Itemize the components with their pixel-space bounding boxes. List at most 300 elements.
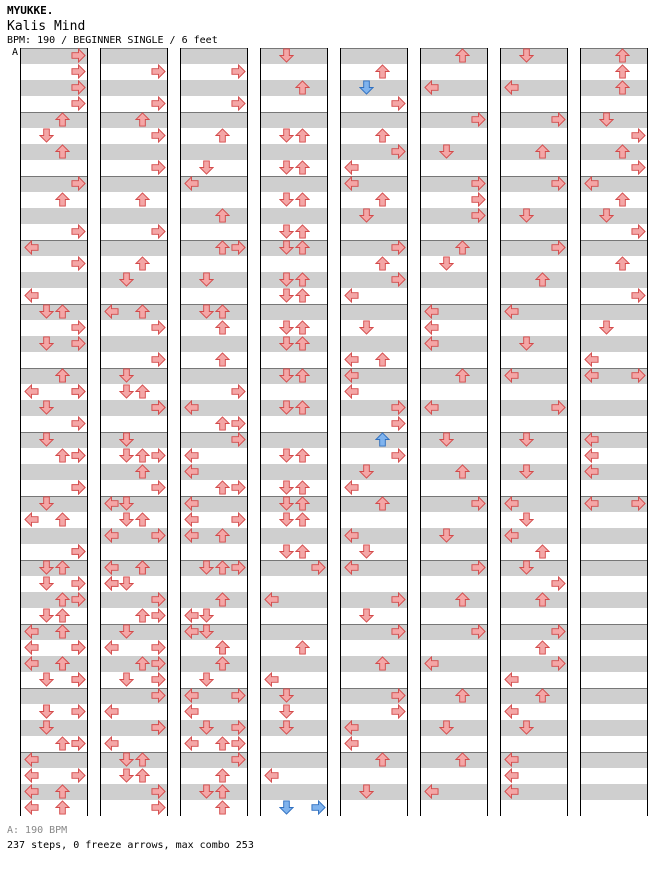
step-arrow-down <box>199 272 214 287</box>
step-arrow-left <box>104 576 119 591</box>
measure-line <box>501 560 567 561</box>
beat-stripe <box>21 272 87 288</box>
freeze-arrow-up <box>375 432 390 447</box>
beat-stripe <box>581 80 647 96</box>
step-arrow-down <box>39 672 54 687</box>
step-arrow-left <box>24 624 39 639</box>
beat-stripe <box>261 400 327 416</box>
measure-line <box>501 432 567 433</box>
step-arrow-left <box>24 512 39 527</box>
step-arrow-down <box>199 784 214 799</box>
step-arrow-left <box>344 560 359 575</box>
beat-stripe <box>421 720 487 736</box>
step-arrow-up <box>55 736 70 751</box>
step-arrow-left <box>264 768 279 783</box>
step-arrow-right <box>71 384 86 399</box>
step-arrow-right <box>631 160 646 175</box>
beat-stripe <box>21 528 87 544</box>
beat-stripe <box>501 592 567 608</box>
chart-info: BPM: 190 / BEGINNER SINGLE / 6 feet <box>7 35 218 46</box>
step-arrow-left <box>584 432 599 447</box>
measure-line <box>341 496 407 497</box>
beat-stripe <box>581 784 647 800</box>
step-arrow-up <box>55 368 70 383</box>
beat-stripe <box>581 656 647 672</box>
step-arrow-right <box>231 240 246 255</box>
step-arrow-left <box>104 496 119 511</box>
step-arrow-right <box>391 592 406 607</box>
beat-stripe <box>101 144 167 160</box>
step-arrow-right <box>551 576 566 591</box>
step-arrow-right <box>151 784 166 799</box>
step-arrow-down <box>199 720 214 735</box>
step-arrow-down <box>119 448 134 463</box>
step-arrow-down <box>39 560 54 575</box>
step-arrow-left <box>184 528 199 543</box>
beat-stripe <box>261 752 327 768</box>
step-arrow-up <box>55 112 70 127</box>
step-arrow-right <box>71 320 86 335</box>
step-arrow-left <box>264 672 279 687</box>
measure-line <box>581 560 647 561</box>
step-arrow-left <box>104 640 119 655</box>
step-arrow-down <box>599 208 614 223</box>
step-arrow-down <box>519 336 534 351</box>
step-arrow-down <box>279 336 294 351</box>
step-arrow-up <box>55 304 70 319</box>
step-arrow-right <box>71 704 86 719</box>
measure-line <box>501 688 567 689</box>
beat-stripe <box>581 208 647 224</box>
step-arrow-right <box>391 144 406 159</box>
beat-stripe <box>101 112 167 128</box>
step-arrow-up <box>215 480 230 495</box>
step-arrow-down <box>359 320 374 335</box>
step-arrow-down <box>199 672 214 687</box>
step-arrow-down <box>519 432 534 447</box>
step-arrow-right <box>71 336 86 351</box>
step-arrow-up <box>295 400 310 415</box>
beat-stripe <box>21 688 87 704</box>
beat-stripe <box>581 400 647 416</box>
step-arrow-left <box>584 496 599 511</box>
step-arrow-left <box>24 784 39 799</box>
step-arrow-right <box>231 512 246 527</box>
beat-stripe <box>181 336 247 352</box>
beat-stripe <box>341 208 407 224</box>
step-arrow-right <box>471 192 486 207</box>
step-arrow-left <box>504 672 519 687</box>
beat-stripe <box>101 336 167 352</box>
step-arrow-down <box>439 720 454 735</box>
measure-line <box>261 112 327 113</box>
measure-line <box>341 112 407 113</box>
beat-stripe <box>261 464 327 480</box>
step-arrow-down <box>279 48 294 63</box>
beat-stripe <box>341 112 407 128</box>
beat-stripe <box>181 112 247 128</box>
step-arrow-right <box>71 736 86 751</box>
step-arrow-left <box>504 368 519 383</box>
step-arrow-down <box>519 48 534 63</box>
step-arrow-left <box>584 176 599 191</box>
measure-line <box>421 48 487 49</box>
step-arrow-right <box>551 112 566 127</box>
beat-stripe <box>181 48 247 64</box>
step-arrow-up <box>375 656 390 671</box>
beat-stripe <box>341 496 407 512</box>
beat-stripe <box>261 80 327 96</box>
step-arrow-left <box>184 736 199 751</box>
bpm-footer: A: 190 BPM <box>7 825 68 836</box>
step-arrow-right <box>151 672 166 687</box>
step-arrow-up <box>55 592 70 607</box>
step-arrow-right <box>231 64 246 79</box>
step-arrow-down <box>599 320 614 335</box>
beat-stripe <box>501 144 567 160</box>
step-arrow-up <box>295 336 310 351</box>
step-arrow-up <box>135 752 150 767</box>
step-arrow-up <box>55 784 70 799</box>
step-arrow-left <box>344 176 359 191</box>
beat-stripe <box>101 240 167 256</box>
step-arrow-right <box>231 96 246 111</box>
step-arrow-right <box>71 544 86 559</box>
step-arrow-right <box>71 592 86 607</box>
step-arrow-right <box>471 560 486 575</box>
beat-stripe <box>581 560 647 576</box>
beat-stripe <box>501 720 567 736</box>
step-arrow-up <box>215 592 230 607</box>
measure-line <box>261 368 327 369</box>
measure-line <box>261 624 327 625</box>
beat-stripe <box>261 144 327 160</box>
step-arrow-up <box>215 736 230 751</box>
beat-stripe <box>261 784 327 800</box>
beat-stripe <box>581 720 647 736</box>
step-arrow-down <box>279 240 294 255</box>
step-arrow-left <box>504 80 519 95</box>
step-arrow-left <box>184 464 199 479</box>
step-arrow-down <box>439 432 454 447</box>
step-arrow-down <box>39 432 54 447</box>
step-arrow-left <box>24 656 39 671</box>
step-arrow-left <box>104 736 119 751</box>
step-arrow-down <box>279 368 294 383</box>
beat-stripe <box>261 272 327 288</box>
step-arrow-down <box>119 752 134 767</box>
step-arrow-up <box>455 368 470 383</box>
step-arrow-up <box>375 192 390 207</box>
step-arrow-left <box>24 640 39 655</box>
step-arrow-right <box>151 96 166 111</box>
beat-stripe <box>421 240 487 256</box>
step-arrow-right <box>71 576 86 591</box>
step-arrow-left <box>504 752 519 767</box>
step-arrow-down <box>519 208 534 223</box>
step-arrow-left <box>104 528 119 543</box>
step-arrow-left <box>424 80 439 95</box>
step-arrow-up <box>135 464 150 479</box>
chart-summary: 237 steps, 0 freeze arrows, max combo 253 <box>7 840 254 851</box>
step-arrow-left <box>184 400 199 415</box>
step-arrow-left <box>344 384 359 399</box>
beat-stripe <box>581 752 647 768</box>
step-arrow-up <box>215 640 230 655</box>
step-arrow-up <box>215 208 230 223</box>
step-arrow-up <box>295 288 310 303</box>
step-arrow-up <box>135 448 150 463</box>
step-arrow-left <box>584 464 599 479</box>
step-arrow-right <box>631 128 646 143</box>
beat-stripe <box>341 304 407 320</box>
step-arrow-left <box>504 496 519 511</box>
step-arrow-up <box>615 80 630 95</box>
step-arrow-up <box>215 528 230 543</box>
beat-stripe <box>581 688 647 704</box>
step-arrow-down <box>359 464 374 479</box>
step-arrow-right <box>151 448 166 463</box>
step-arrow-down <box>439 528 454 543</box>
step-arrow-right <box>151 160 166 175</box>
step-arrow-up <box>455 752 470 767</box>
step-arrow-down <box>519 512 534 527</box>
step-arrow-down <box>39 336 54 351</box>
measure-line <box>101 368 167 369</box>
beat-stripe <box>261 624 327 640</box>
step-arrow-up <box>375 64 390 79</box>
beat-stripe <box>341 48 407 64</box>
step-arrow-right <box>391 688 406 703</box>
beat-stripe <box>421 48 487 64</box>
step-arrow-right <box>151 592 166 607</box>
beat-stripe <box>101 752 167 768</box>
beat-stripe <box>181 80 247 96</box>
chart-column <box>500 48 568 816</box>
step-arrow-down <box>439 256 454 271</box>
step-arrow-right <box>551 240 566 255</box>
measure-line <box>21 368 87 369</box>
step-arrow-down <box>119 384 134 399</box>
beat-stripe <box>581 144 647 160</box>
step-arrow-up <box>135 112 150 127</box>
step-arrow-up <box>295 240 310 255</box>
step-arrow-right <box>71 768 86 783</box>
step-arrow-right <box>151 800 166 815</box>
step-arrow-right <box>231 688 246 703</box>
step-arrow-right <box>151 224 166 239</box>
step-arrow-right <box>151 352 166 367</box>
step-arrow-right <box>391 272 406 287</box>
beat-stripe <box>21 496 87 512</box>
step-arrow-up <box>215 416 230 431</box>
step-arrow-down <box>119 672 134 687</box>
measure-line <box>581 240 647 241</box>
step-arrow-left <box>184 624 199 639</box>
step-arrow-up <box>455 592 470 607</box>
beat-stripe <box>261 48 327 64</box>
beat-stripe <box>101 464 167 480</box>
beat-stripe <box>101 176 167 192</box>
beat-stripe <box>261 720 327 736</box>
step-arrow-right <box>391 416 406 431</box>
measure-line <box>341 48 407 49</box>
measure-line <box>101 432 167 433</box>
step-arrow-up <box>295 160 310 175</box>
beat-stripe <box>21 112 87 128</box>
step-arrow-down <box>279 480 294 495</box>
step-arrow-up <box>135 768 150 783</box>
step-arrow-up <box>215 128 230 143</box>
step-arrow-left <box>424 656 439 671</box>
step-arrow-right <box>471 112 486 127</box>
step-arrow-left <box>584 448 599 463</box>
step-arrow-up <box>375 352 390 367</box>
step-arrow-left <box>24 240 39 255</box>
step-arrow-right <box>71 448 86 463</box>
measure-line <box>261 432 327 433</box>
measure-line <box>181 304 247 305</box>
step-arrow-up <box>215 800 230 815</box>
step-arrow-up <box>295 272 310 287</box>
freeze-arrow-right <box>311 800 326 815</box>
step-arrow-right <box>471 496 486 511</box>
step-arrow-right <box>391 448 406 463</box>
step-arrow-down <box>279 448 294 463</box>
step-arrow-down <box>279 320 294 335</box>
step-arrow-up <box>215 352 230 367</box>
step-arrow-right <box>551 624 566 639</box>
step-arrow-right <box>71 672 86 687</box>
measure-line <box>261 752 327 753</box>
step-arrow-right <box>151 688 166 703</box>
step-arrow-up <box>55 656 70 671</box>
step-arrow-left <box>104 704 119 719</box>
chart-column <box>20 48 88 816</box>
measure-line <box>181 368 247 369</box>
measure-line <box>101 752 167 753</box>
step-arrow-down <box>279 128 294 143</box>
step-arrow-down <box>279 288 294 303</box>
beat-stripe <box>341 336 407 352</box>
step-arrow-right <box>231 432 246 447</box>
step-arrow-down <box>359 608 374 623</box>
step-arrow-left <box>504 768 519 783</box>
song-title: Kalis Mind <box>7 19 86 34</box>
step-arrow-right <box>151 64 166 79</box>
step-arrow-up <box>135 384 150 399</box>
beat-stripe <box>501 208 567 224</box>
freeze-arrow-down <box>359 80 374 95</box>
step-arrow-left <box>264 592 279 607</box>
step-arrow-left <box>24 768 39 783</box>
step-arrow-right <box>231 752 246 767</box>
measure-line <box>101 112 167 113</box>
measure-line <box>21 112 87 113</box>
beat-stripe <box>501 432 567 448</box>
step-arrow-up <box>55 512 70 527</box>
step-arrow-right <box>71 224 86 239</box>
beat-stripe <box>261 496 327 512</box>
step-arrow-up <box>55 624 70 639</box>
beat-stripe <box>181 656 247 672</box>
step-arrow-down <box>279 496 294 511</box>
beat-stripe <box>181 144 247 160</box>
step-arrow-down <box>519 464 534 479</box>
step-arrow-down <box>39 496 54 511</box>
step-arrow-right <box>71 416 86 431</box>
beat-stripe <box>261 688 327 704</box>
measure-line <box>101 624 167 625</box>
beat-stripe <box>501 336 567 352</box>
step-arrow-left <box>584 352 599 367</box>
step-arrow-left <box>344 736 359 751</box>
step-arrow-down <box>279 512 294 527</box>
step-arrow-left <box>424 336 439 351</box>
beat-stripe <box>21 560 87 576</box>
beat-stripe <box>581 592 647 608</box>
beat-stripe <box>421 368 487 384</box>
beat-stripe <box>501 688 567 704</box>
beat-stripe <box>101 432 167 448</box>
step-arrow-right <box>551 176 566 191</box>
step-arrow-up <box>615 64 630 79</box>
step-arrow-right <box>151 656 166 671</box>
step-arrow-up <box>295 224 310 239</box>
brand-label: MYUKKE. <box>7 4 54 17</box>
beat-stripe <box>421 464 487 480</box>
beat-stripe <box>21 208 87 224</box>
step-arrow-down <box>119 768 134 783</box>
step-arrow-right <box>231 416 246 431</box>
measure-line <box>581 112 647 113</box>
step-arrow-right <box>471 208 486 223</box>
chart-column <box>260 48 328 816</box>
step-arrow-down <box>39 608 54 623</box>
measure-line <box>581 624 647 625</box>
beat-stripe <box>181 592 247 608</box>
step-arrow-left <box>184 704 199 719</box>
measure-line <box>261 688 327 689</box>
step-arrow-up <box>55 448 70 463</box>
step-arrow-right <box>231 736 246 751</box>
measure-line <box>261 496 327 497</box>
beat-stripe <box>261 208 327 224</box>
step-arrow-left <box>24 288 39 303</box>
beat-stripe <box>101 272 167 288</box>
step-arrow-left <box>504 304 519 319</box>
measure-line <box>501 48 567 49</box>
step-arrow-left <box>424 784 439 799</box>
beat-stripe <box>581 528 647 544</box>
step-arrow-up <box>535 640 550 655</box>
step-arrow-up <box>455 240 470 255</box>
beat-stripe <box>581 624 647 640</box>
step-arrow-up <box>455 48 470 63</box>
step-arrow-up <box>295 512 310 527</box>
measure-line <box>101 176 167 177</box>
step-arrow-down <box>119 496 134 511</box>
step-arrow-up <box>375 256 390 271</box>
step-arrow-right <box>151 608 166 623</box>
beat-stripe <box>421 528 487 544</box>
step-arrow-up <box>615 192 630 207</box>
measure-line <box>21 688 87 689</box>
beat-stripe <box>181 304 247 320</box>
step-arrow-up <box>535 688 550 703</box>
step-arrow-down <box>519 560 534 575</box>
step-arrow-left <box>184 496 199 511</box>
